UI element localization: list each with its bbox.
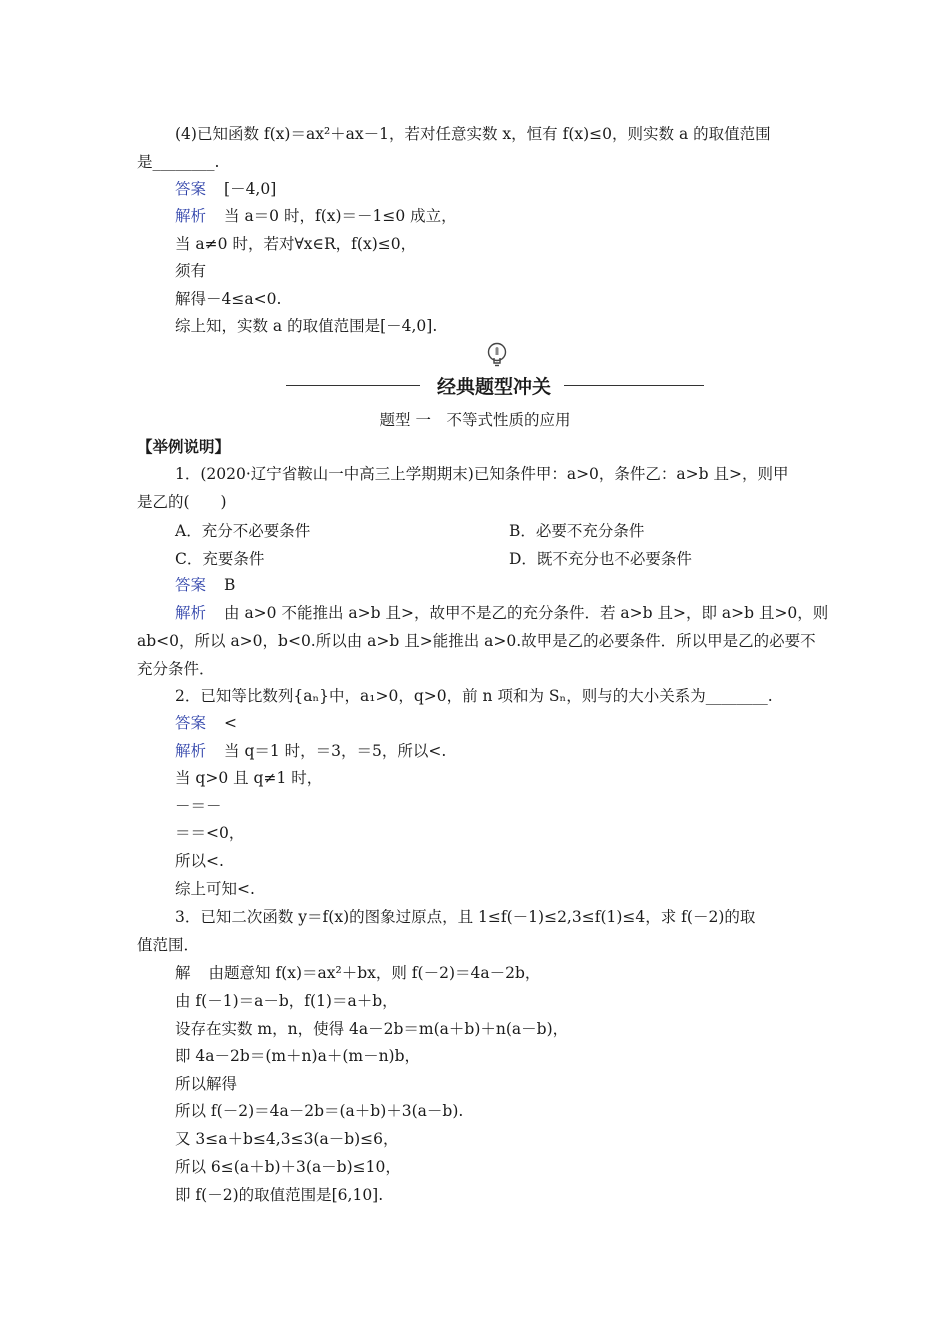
q3-line-e: 所以 f(－2)＝4a－2b＝(a＋b)＋3(a－b).: [175, 1102, 464, 1120]
banner-title: 经典题型冲关: [436, 376, 551, 398]
answer-value: B: [224, 576, 236, 594]
q1-option-c: C．充要条件: [175, 550, 265, 568]
q3-solution: [175, 963, 540, 983]
q1-option-a: A．充分不必要条件: [175, 522, 311, 540]
answer-value: <: [224, 714, 238, 732]
solution-label: 解: [175, 964, 191, 982]
q1-analysis-line2: ab<0，所以 a>0，b<0.所以由 a>b 且>能推出 a>0.故甲是乙的必要条件．所以甲是乙的必要不: [137, 632, 816, 650]
problem4-line-c: 解得－4≤a<0.: [175, 290, 282, 308]
q1-analysis: [175, 603, 828, 623]
q1-text-line2: 是乙的( ): [137, 493, 227, 511]
analysis-label: 解析: [175, 742, 207, 760]
problem4-answer: [175, 179, 276, 199]
lightbulb-icon: [486, 342, 508, 368]
q2-line-b: －＝－: [175, 797, 222, 815]
analysis-text: 由 a>0 不能推出 a>b 且>，故甲不是乙的充分条件．若 a>b 且>，即 a>b 且>0，则: [224, 604, 829, 622]
q3-line-a: 由 f(－1)＝a－b，f(1)＝a＋b，: [175, 992, 398, 1010]
q3-text-line1: 3．已知二次函数 y＝f(x)的图象过原点，且 1≤f(－1)≤2,3≤f(1)≤4，求 f(－2)的取: [175, 908, 756, 926]
problem4-text-line2: 是________.: [137, 153, 220, 171]
example-heading: 【举例说明】: [137, 437, 231, 456]
answer-label: 答案: [175, 576, 207, 594]
q3-line-h: 即 f(－2)的取值范围是[6,10].: [175, 1186, 384, 1204]
banner-rule-left: [286, 385, 420, 386]
section-subtitle: 题型 一 不等式性质的应用: [379, 411, 571, 429]
q2-answer: [175, 713, 237, 733]
problem4-line-a: 当 a≠0 时，若对∀x∈R，f(x)≤0，: [175, 235, 417, 253]
q2-line-d: 所以<.: [175, 852, 224, 870]
q2-text-line1: 2．已知等比数列{aₙ}中，a₁>0，q>0，前 n 项和为 Sₙ，则与的大小关系为________.: [175, 687, 773, 705]
problem4-text-line1: (4)已知函数 f(x)＝ax²＋ax－1，若对任意实数 x，恒有 f(x)≤0，则实数 a 的取值范围: [175, 125, 771, 143]
q1-analysis-line3: 充分条件．: [137, 660, 215, 678]
q1-option-b: B．必要不充分条件: [509, 522, 645, 540]
q3-line-d: 所以解得: [175, 1075, 238, 1093]
q1-answer: [175, 575, 235, 595]
answer-value: [－4,0]: [224, 180, 277, 198]
q3-text-line2: 值范围．: [137, 936, 200, 954]
q2-analysis: [175, 741, 446, 761]
problem4-line-d: 综上知，实数 a 的取值范围是[－4,0].: [175, 317, 438, 335]
section-banner: [286, 368, 704, 402]
analysis-label: 解析: [175, 604, 207, 622]
problem4-line-b: 须有: [175, 262, 207, 280]
q2-line-e: 综上可知<.: [175, 880, 255, 898]
q2-line-a: 当 q>0 且 q≠1 时，: [175, 769, 323, 787]
answer-label: 答案: [175, 180, 207, 198]
q3-line-b: 设存在实数 m，n，使得 4a－2b＝m(a＋b)＋n(a－b)，: [175, 1020, 569, 1038]
q3-line-g: 所以 6≤(a＋b)＋3(a－b)≤10，: [175, 1158, 401, 1176]
banner-rule-right: [564, 385, 704, 386]
q1-option-d: D．既不充分也不必要条件: [509, 550, 692, 568]
q3-line-c: 即 4a－2b＝(m＋n)a＋(m－n)b，: [175, 1047, 421, 1065]
q2-line-c: ＝＝<0，: [175, 824, 245, 842]
solution-text: 由题意知 f(x)＝ax²＋bx，则 f(－2)＝4a－2b，: [208, 964, 541, 982]
analysis-label: 解析: [175, 207, 207, 225]
q3-line-f: 又 3≤a＋b≤4,3≤3(a－b)≤6，: [175, 1130, 399, 1148]
analysis-text: 当 q＝1 时，＝3，＝5，所以<.: [224, 742, 447, 760]
analysis-text: 当 a＝0 时，f(x)＝－1≤0 成立，: [224, 207, 457, 225]
answer-label: 答案: [175, 714, 207, 732]
q1-text-line1: 1．(2020·辽宁省鞍山一中高三上学期期末)已知条件甲：a>0，条件乙：a>b 且>，则甲: [175, 465, 789, 483]
problem4-analysis: [175, 206, 457, 226]
